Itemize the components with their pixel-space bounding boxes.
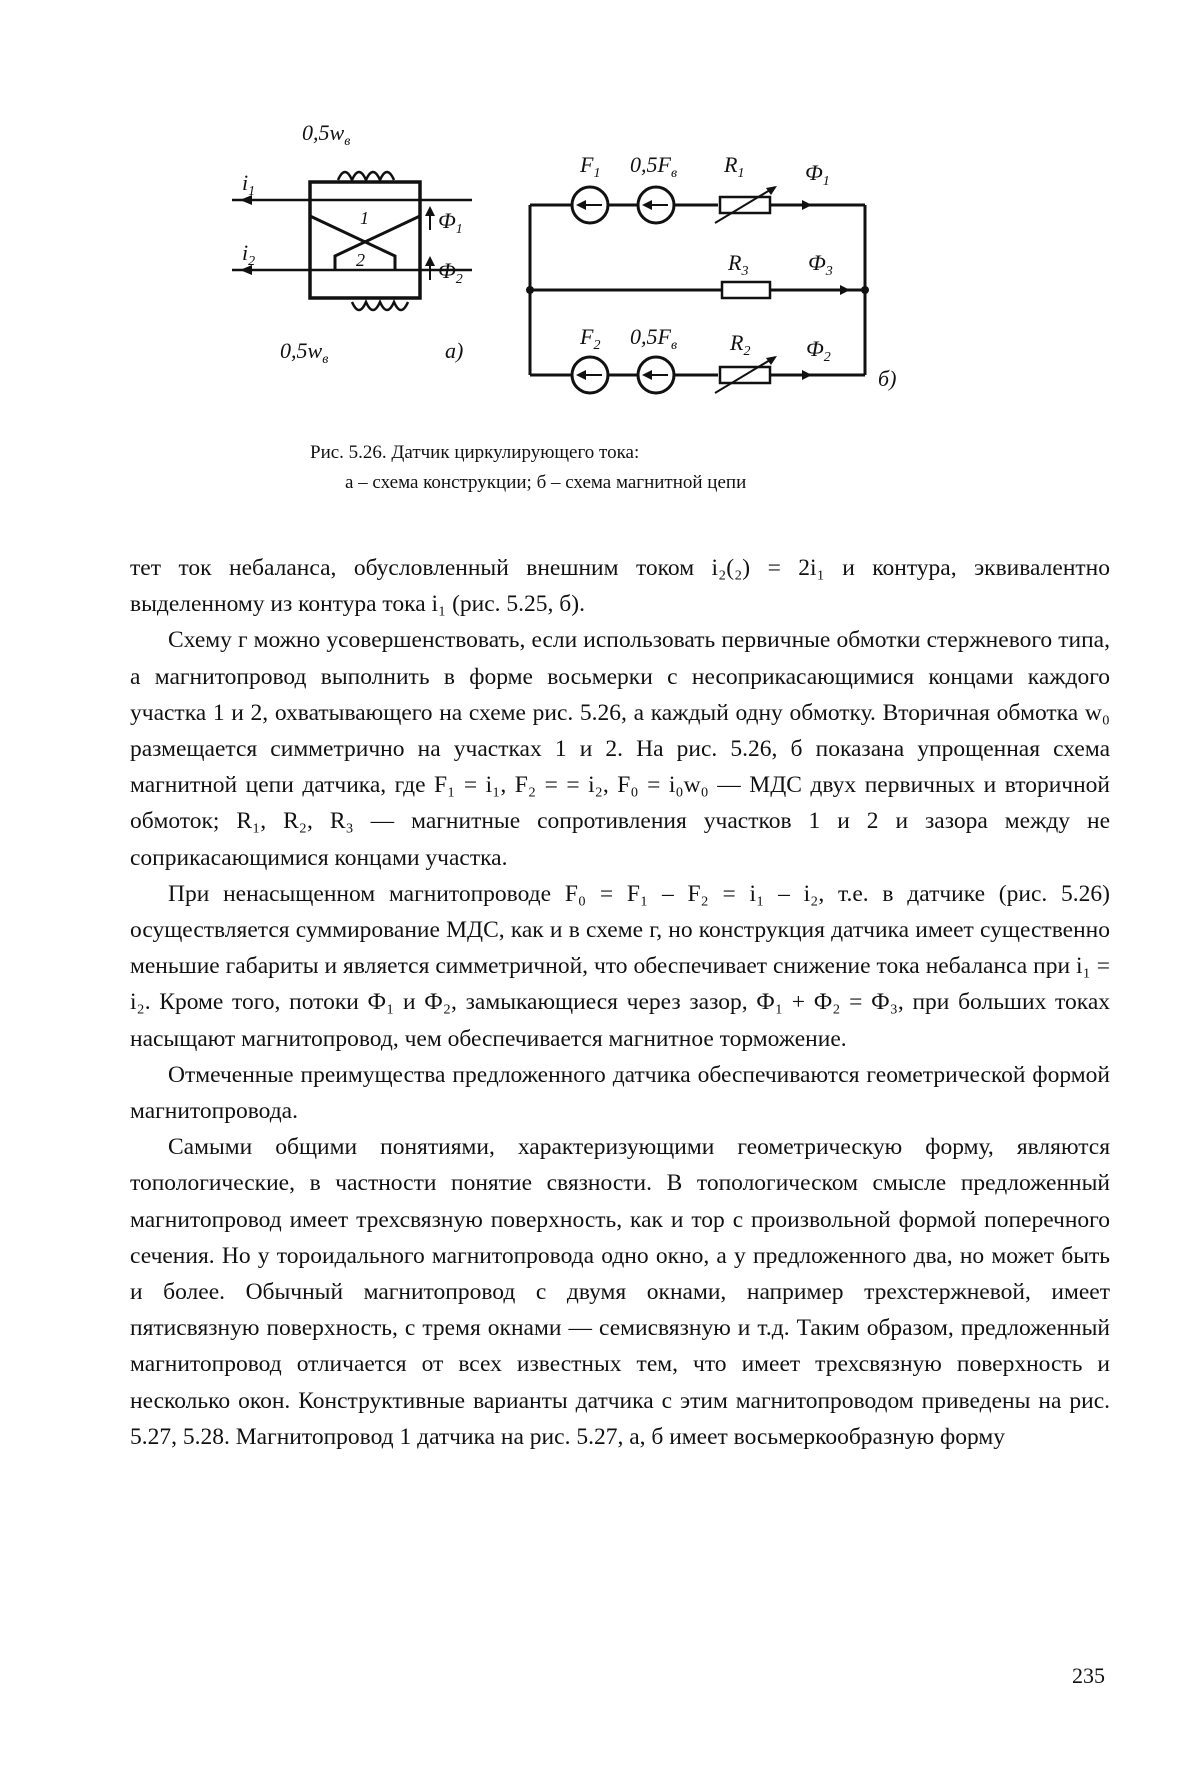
label-phi2-right: $Ф_2$ xyxy=(806,336,831,365)
caption-subtitle: а – схема конструкции; б – схема магнитной цепи xyxy=(345,472,747,493)
figure-5-26 xyxy=(210,120,1010,420)
label-fb-top: $0,5F_в$ xyxy=(630,152,678,181)
label-r2: $R_2$ xyxy=(730,330,751,359)
label-core-1: 1 xyxy=(360,208,369,228)
label-fb-bottom: $0,5F_в$ xyxy=(630,324,678,353)
paragraph: Самыми общими понятиями, характеризующими геометрическую форму, являются топологические, в частности понятие связности. В топологическом смысле предложенный магнитопровод имеет трехсвязную поверхность, как и тор с произвольной формой поперечного сечения. Но у тороидального магнитопровода одно окно, а у предложенного два, но может быть и более. Обычный магнитопровод с двумя окнами, например трехстержневой, имеет пятисвязную поверхность, с тремя окнами — семисвязную и т.д. Таким образом, предложенный магнитопровод отличается от всех известных тем, что имеет трехсвязную поверхность и несколько окон. Конструктивные варианты датчика с этим магнитопроводом приведены на рис. 5.27, 5.28. Магнитопровод 1 датчика на рис. 5.27, а, б имеет восьмеркообразную форму xyxy=(130,1134,1110,1450)
label-f1: $F_1$ xyxy=(580,152,601,181)
label-core-2: 2 xyxy=(356,250,365,270)
label-r1: $R_1$ xyxy=(724,152,745,181)
paragraph-continued: тет ток небаланса, обусловленный внешним током i₂(₂) = 2i₁ и контура, эквивалентно выделенному из контура тока i₁ (рис. 5.25, б). xyxy=(130,555,1110,618)
label-w-bottom: $0,5w_в$ xyxy=(280,338,329,367)
label-phi1-right: $Ф_1$ xyxy=(805,160,830,189)
label-i2: $i_2$ xyxy=(242,240,256,269)
label-r3: $R_3$ xyxy=(728,250,749,279)
figure-caption xyxy=(300,438,980,498)
caption-title: Рис. 5.26. Датчик циркулирующего тока: xyxy=(310,442,640,463)
label-b: б) xyxy=(878,366,897,391)
label-phi1-left: $Ф_1$ xyxy=(438,208,463,237)
label-w-top: $0,5w_в$ xyxy=(302,120,351,149)
label-f2: $F_2$ xyxy=(580,324,601,353)
paragraph: Отмеченные преимущества предложенного датчика обеспечиваются геометрической формой магнитопровода. xyxy=(130,1061,1110,1125)
label-phi3-right: $Ф_3$ xyxy=(808,250,833,279)
label-i1: $i_1$ xyxy=(242,170,256,199)
paragraph: При ненасыщенном магнитопроводе F₀ = F₁ – F₂ = i₁ – i₂, т.е. в датчике (рис. 5.26) осуществляется суммирование МДС, как и в схеме г, но конструкция датчика имеет существенно меньшие габариты и является симметричной, что обеспечивает снижение тока небаланса при i₁ = i₂. Кроме того, потоки Ф₁ и Ф₂, замыкающиеся через зазор, Ф₁ + Ф₂ = Ф₃, при больших токах насыщают магнитопровод, чем обеспечивается магнитное торможение. xyxy=(130,880,1110,1052)
page-number: 235 xyxy=(1072,1663,1105,1688)
body-text xyxy=(130,550,1110,1455)
label-a: а) xyxy=(445,338,464,363)
label-phi2-left: $Ф_2$ xyxy=(438,258,463,287)
figure-diagram xyxy=(210,120,1010,420)
paragraph: Схему г можно усовершенствовать, если использовать первичные обмотки стержневого типа, а магнитопровод выполнить в форме восьмерки с несоприкасающимися концами каждого участка 1 и 2, охватывающего на схеме рис. 5.26, а каждый одну обмотку. Вторичная обмотка w₀ размещается симметрично на участках 1 и 2. На рис. 5.26, б показана упрощенная схема магнитной цепи датчика, где F₁ = i₁, F₂ = = i₂, F₀ = i₀w₀ — МДС двух первичных и вторичной обмоток; R₁, R₂, R₃ — магнитные сопротивления участков 1 и 2 и зазора между не соприкасающимися концами участка. xyxy=(130,627,1110,871)
